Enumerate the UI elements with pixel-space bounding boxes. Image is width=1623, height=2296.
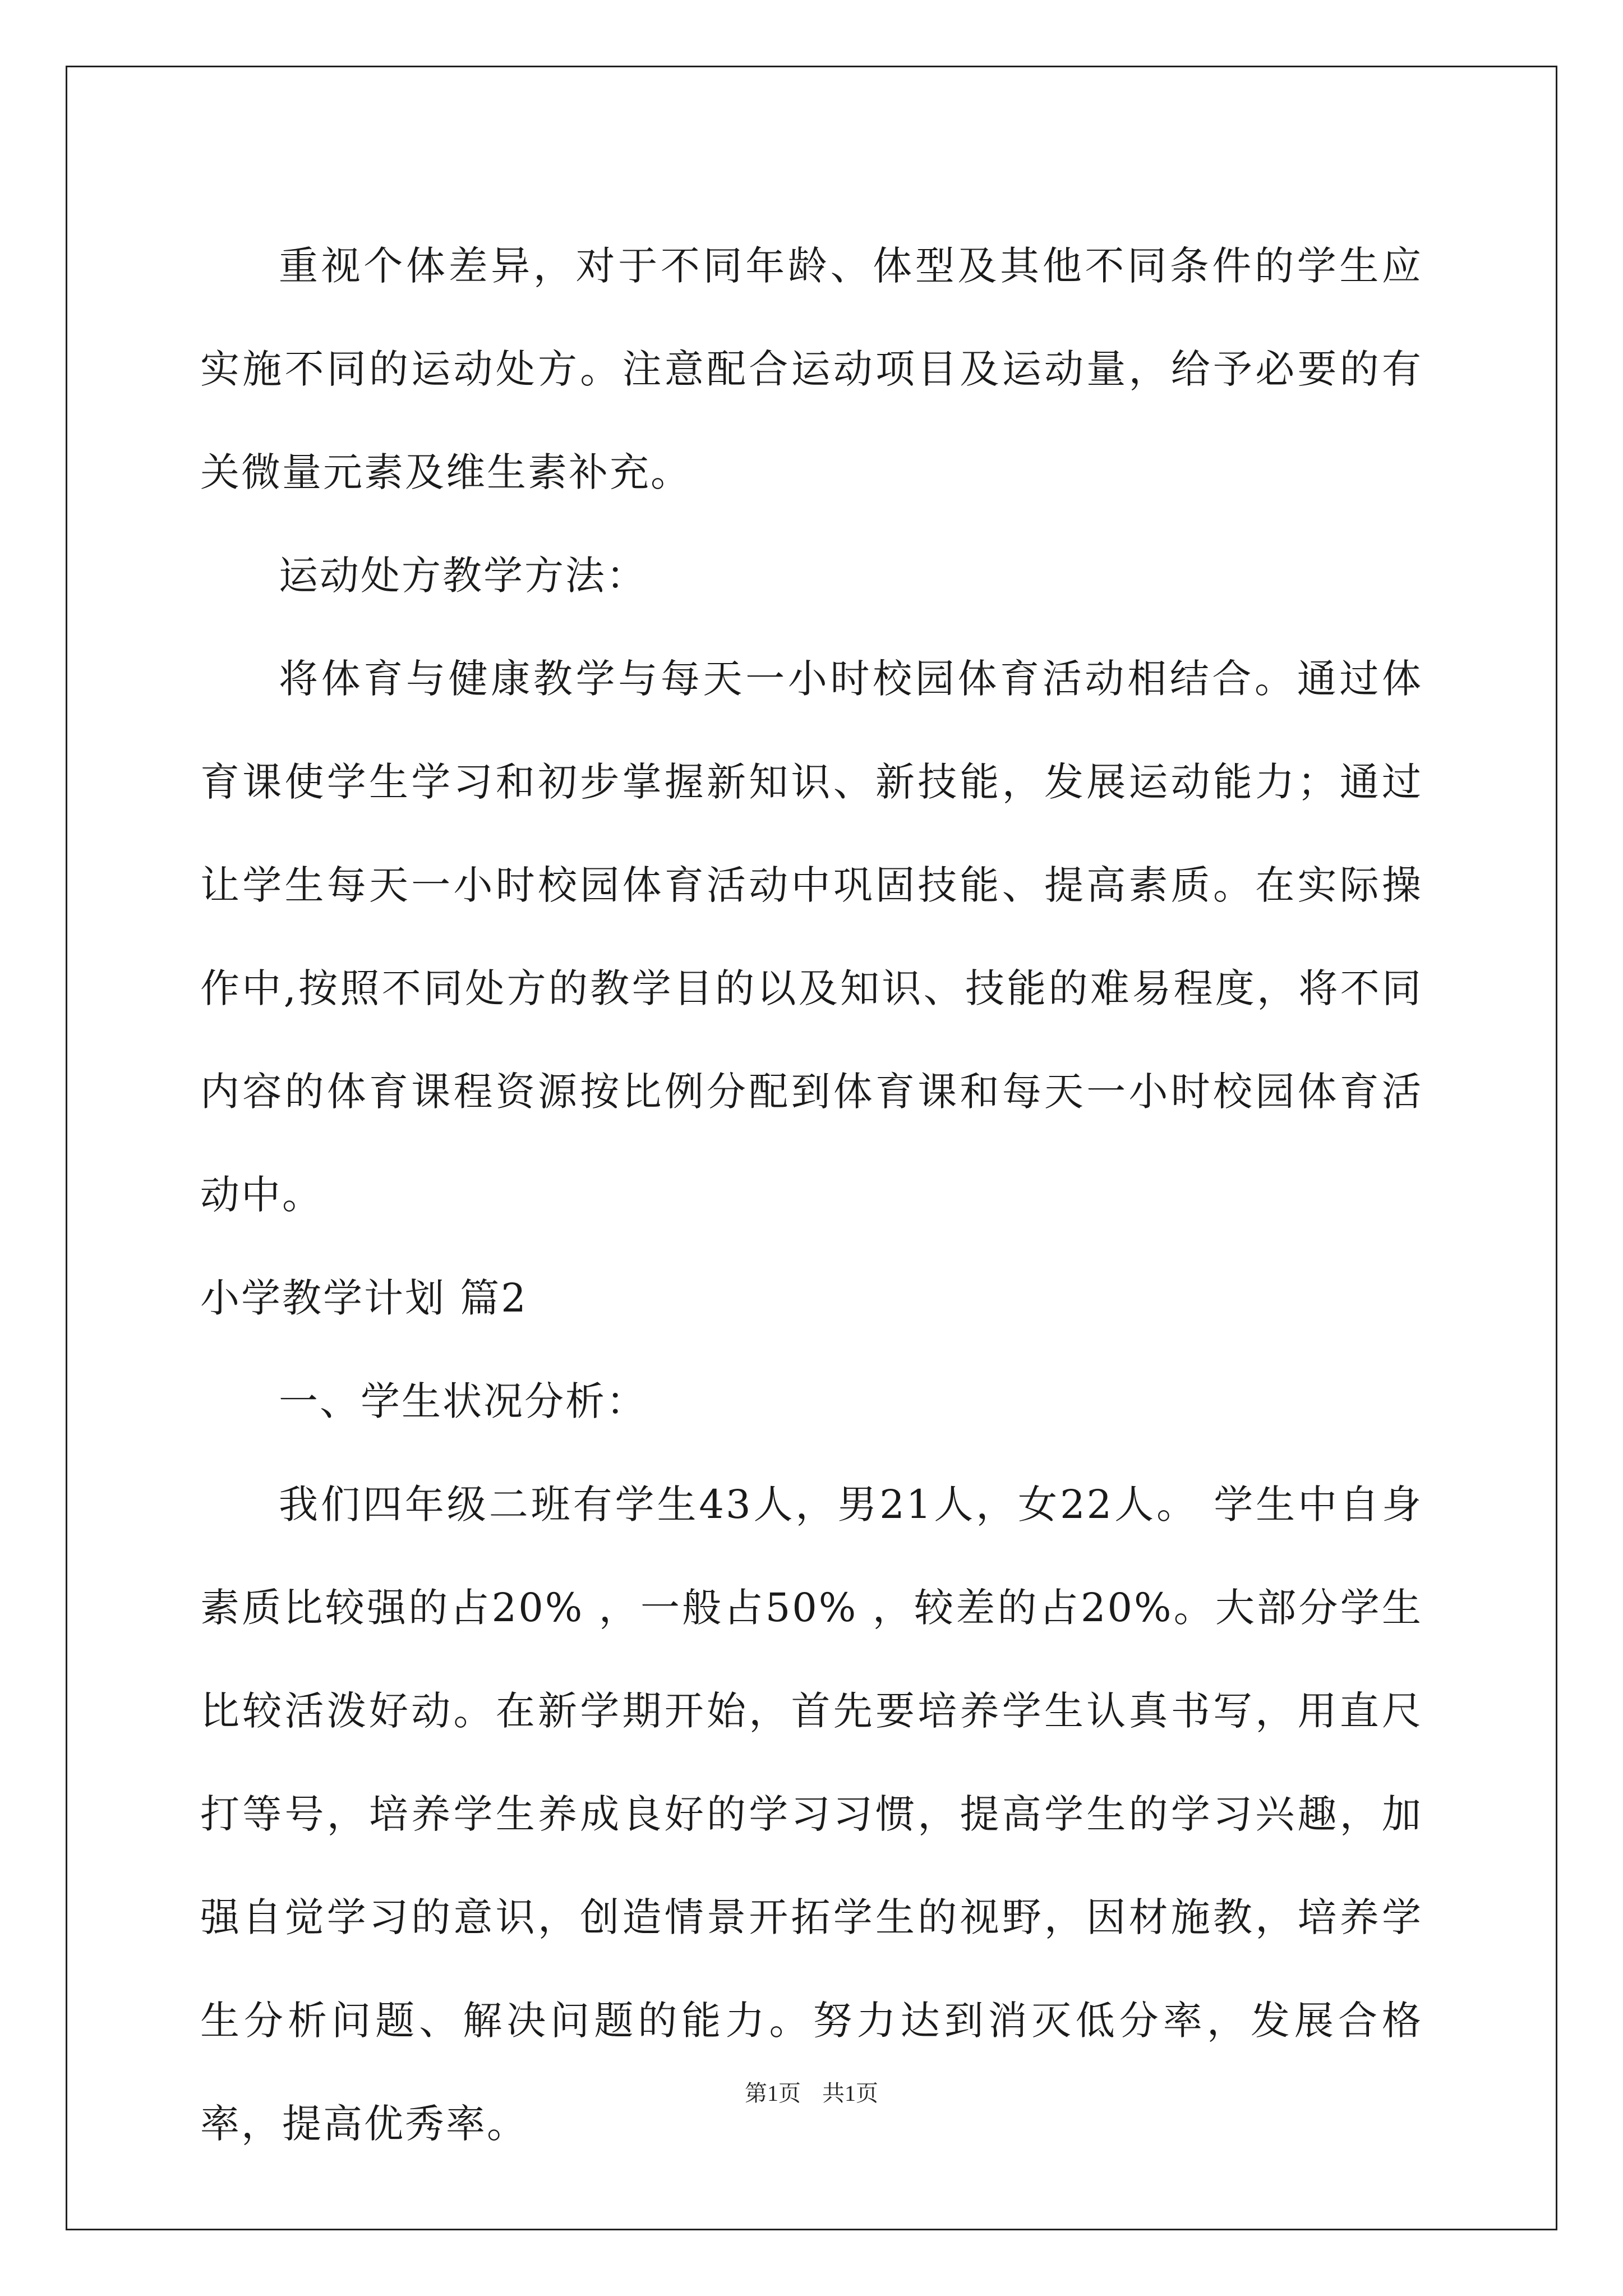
paragraph: 一、学生状况分析：	[279, 1378, 647, 1424]
page-footer	[0, 2076, 1623, 2108]
section-title: 小学教学计划 篇2	[200, 1275, 528, 1321]
paragraph: 将体育与健康教学与每天一小时校园体育活动相结合。通过体育课使学生学习和初步掌握新知识、新技能，发展运动能力；通过让学生每天一小时校园体育活动中巩固技能、提高素质。在实际操作中,按照不同处方的教学目的以及知识、技能的难易程度，将不同内容的体育课程资源按比例分配到体育课和每天一小时校园体育活动中。	[200, 656, 1423, 1218]
paragraph: 运动处方教学方法：	[279, 553, 647, 599]
paragraph: 重视个体差异，对于不同年龄、体型及其他不同条件的学生应实施不同的运动处方。注意配合运动项目及运动量，给予必要的有关微量元素及维生素补充。	[200, 243, 1423, 495]
paragraph: 我们四年级二班有学生43人，男21人，女22人。 学生中自身素质比较强的占20% ，一般占50% ，较差的占20%。大部分学生比较活泼好动。在新学期开始，首先要培养学生认真书写，用直尺打等号，培养学生养成良好的学习习惯，提高学生的学习兴趣，加强自觉学习的意识，创造情景开拓学生的视野，因材施教，培养学生分析问题、解决问题的能力。努力达到消灭低分率，发展合格率，提高优秀率。	[200, 1481, 1423, 2147]
page-total: 共1页	[822, 2081, 878, 2106]
page-number: 第1页	[745, 2081, 801, 2106]
document-body	[200, 214, 1423, 2175]
